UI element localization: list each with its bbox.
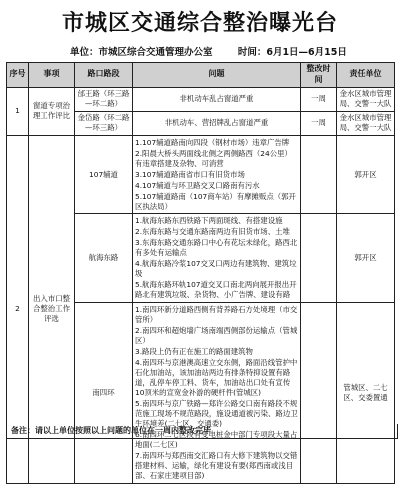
- problem-item: 3.东海东路交通东路口中心有花坛未绿化，路西北有多处有运输点: [135, 238, 298, 258]
- responsible-cell: 金水区城市管理局、交警一大队: [337, 111, 395, 135]
- item-cell: 窗道专项治理工作评比: [29, 87, 75, 135]
- problem-cell: 非机动车、营招牌乱占窗道严重: [133, 111, 301, 135]
- road-cell: 107辅道: [75, 135, 133, 214]
- problem-item: 2.阳晨大桥头两面线北侧之两侧路西（24公里）有违章搭建及杂物、可消营: [135, 148, 292, 168]
- problem-cell: 非机动车乱占窗道严重: [133, 87, 301, 111]
- responsible-cell: 管城区、二七区、交委置通: [337, 303, 395, 484]
- time-text: 时间：6月1日—6月15日: [237, 47, 347, 58]
- header-problem: 问题: [133, 63, 301, 88]
- road-cell: 南四环: [75, 303, 133, 484]
- deadline-cell: [301, 135, 337, 214]
- exposure-table: [6, 62, 395, 484]
- road-cell: 邰王路（环三路—环二路）: [75, 87, 133, 111]
- item-cell: 出入市口整合整治工作评选: [29, 135, 75, 484]
- notice-meta: [70, 44, 390, 58]
- deadline-cell: 一周: [301, 87, 337, 111]
- problem-item: 3.路段上仍有正在施工的路面建筑物: [135, 347, 253, 357]
- problem-item: 5.航海东路环轨107道交叉口南北两向展开报出开路北有建筑垃圾、杂货物、小广告牌、建设有路: [135, 280, 297, 300]
- road-cell: 金岱路（环二路—环三路）: [75, 111, 133, 135]
- seq-cell: 2: [7, 135, 29, 484]
- responsible-cell: 郭开区: [337, 214, 395, 303]
- problem-item: 4.107辅道与环卫路交叉口路南有污水: [135, 180, 260, 190]
- problem-item: 3.107辅道路南省市口有旧货市场: [135, 169, 245, 179]
- table-header-row: [7, 63, 395, 88]
- responsible-cell: 金水区城市管理局、交警一大队: [337, 87, 395, 111]
- problem-item: 6.南四环二七区段有变电桩金中部门专项段大量占地面(二七区): [135, 430, 298, 450]
- deadline-cell: 一周: [301, 111, 337, 135]
- problem-cell: [133, 303, 301, 484]
- footer-note: 备注：请以上单位按照以上问题的单位在一周内整改完毕: [6, 424, 398, 439]
- road-cell: 航海东路: [75, 214, 133, 303]
- problem-cell: [133, 214, 301, 303]
- responsible-cell: 郭开区: [337, 135, 395, 214]
- table-row: [7, 87, 395, 111]
- problem-item: 5.107辅道路南（107商车站）有摩摊贩点（郭开区执法局）: [135, 191, 296, 211]
- problem-item: 1.南四环新分道路西侧有背养路石方处境理（市交管所）: [135, 305, 298, 325]
- problem-item: 4.航海东路冷浆107交叉口两边有建筑物、建筑垃圾: [135, 259, 297, 279]
- problem-item: 2.南四环和超炮墙广场南端西侧部份运输点（管城区）: [135, 326, 298, 346]
- table-row: [7, 135, 395, 214]
- header-seq: 序号: [7, 63, 29, 88]
- header-responsible: 责任单位: [337, 63, 395, 88]
- problem-item: 1.107辅道路南向四段（钢材市场）违章广告牌: [135, 137, 290, 147]
- page-title: 市城区交通综合整治曝光台: [61, 11, 338, 36]
- seq-cell: 1: [7, 87, 29, 135]
- deadline-cell: [301, 303, 337, 484]
- problem-item: 4.南四环与京港澳高速立交东侧，路面沿线管护中石化加油站，该加油站两边有排条特抑设置有路道，乱停车停工料、货车，加油站出口处有宣传10顶米的宣宽金补游的硬杆件(管城区): [135, 358, 298, 398]
- header-road: 路口路段: [75, 63, 133, 88]
- header-deadline: 整改时间: [301, 63, 337, 88]
- problem-item: 5.南四环与京广铁路—郑许公路交口南有路段不规范施工现场不规范路段，施设通道被污染、路边卫生环境差(二七区、交通委): [135, 399, 298, 429]
- problem-cell: [133, 135, 301, 214]
- deadline-cell: [301, 214, 337, 303]
- problem-item: 2.东海东路与交通东路南两边有旧货市场、土堆: [135, 227, 290, 237]
- problem-item: 7.南四环与郑西南交汇路口有大修下建筑物以交错搭建材料、运输，绿化有建设有要(郑西南或浅目部、石家庄建项目部): [135, 451, 298, 481]
- problem-item: 1.航海东路东西铁路下两面斑线、有搭建设施: [135, 216, 283, 226]
- unit-text: 单位：市城区综合交通管理办公室: [70, 47, 213, 58]
- header-item: 事项: [29, 63, 75, 88]
